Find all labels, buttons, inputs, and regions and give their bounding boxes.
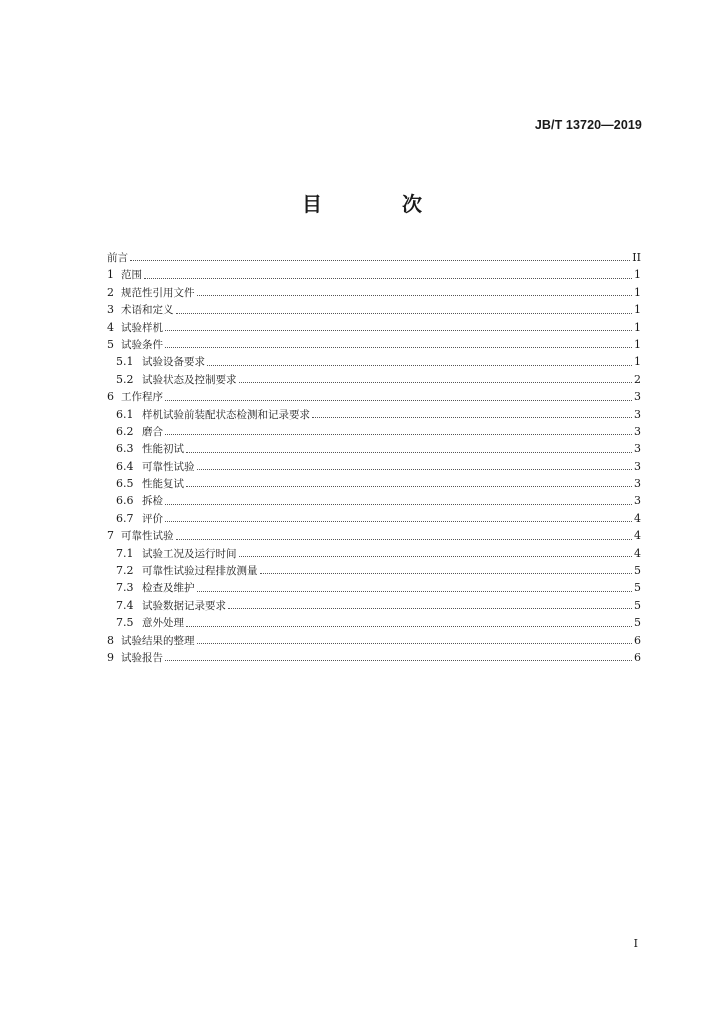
toc-entry[interactable]: [107, 371, 641, 388]
toc-entry-number: 6.3: [116, 442, 134, 456]
toc-entry-page: 3: [634, 407, 641, 421]
toc-dot-leader: [144, 277, 632, 279]
toc-entry-label: 检查及维护: [142, 582, 195, 595]
toc-entry[interactable]: [107, 510, 641, 527]
toc-dot-leader: [239, 555, 633, 557]
toc-entry-number: 4: [107, 320, 114, 334]
toc-entry-number: 6.6: [116, 494, 134, 508]
page-title: 目 次: [302, 192, 452, 216]
toc-entry-label: 术语和定义: [121, 304, 174, 317]
toc-dot-leader: [165, 346, 632, 348]
toc-entry-page: 1: [634, 303, 641, 317]
toc-entry[interactable]: [107, 440, 641, 457]
toc-entry[interactable]: [107, 614, 641, 631]
toc-entry-page: 5: [634, 616, 641, 630]
toc-entry-page: 3: [634, 459, 641, 473]
toc-dot-leader: [197, 468, 633, 470]
toc-entry[interactable]: [107, 475, 641, 492]
toc-dot-leader: [186, 485, 632, 487]
toc-dot-leader: [165, 399, 632, 401]
toc-entry[interactable]: [107, 545, 641, 562]
toc-entry-number: 3: [107, 303, 114, 317]
toc-entry-page: 3: [634, 494, 641, 508]
toc-entry-page: 1: [634, 268, 641, 282]
toc-entry-label: 样机试验前装配状态检测和记录要求: [142, 408, 310, 421]
toc-entry-label: 工作程序: [121, 391, 163, 404]
toc-entry-page: 3: [634, 477, 641, 491]
toc-entry[interactable]: [107, 406, 641, 423]
toc-entry-page: 3: [634, 424, 641, 438]
toc-entry-label: 磨合: [142, 425, 163, 438]
toc-entry-label: 规范性引用文件: [121, 286, 195, 299]
toc-entry-number: 6.1: [116, 407, 134, 421]
toc-entry[interactable]: [107, 284, 641, 301]
toc-dot-leader: [260, 572, 633, 574]
toc-entry-page: 1: [634, 285, 641, 299]
toc-dot-leader: [165, 433, 632, 435]
toc-dot-leader: [186, 451, 632, 453]
toc-dot-leader: [197, 590, 633, 592]
toc-entry[interactable]: [107, 388, 641, 405]
toc-entry-page: 1: [634, 320, 641, 334]
toc-entry-label: 评价: [142, 512, 163, 525]
toc-dot-leader: [312, 416, 632, 418]
toc-dot-leader: [197, 294, 633, 296]
toc-entry-number: 2: [107, 285, 114, 299]
toc-dot-leader: [130, 259, 630, 261]
toc-entry[interactable]: [107, 597, 641, 614]
toc-entry-label: 拆检: [142, 495, 163, 508]
toc-dot-leader: [239, 381, 633, 383]
toc-entry-label: 试验结果的整理: [121, 634, 195, 647]
toc-entry[interactable]: [107, 319, 641, 336]
toc-entry-label: 前言: [107, 252, 128, 264]
toc-entry-number: 6.4: [116, 459, 134, 473]
standard-code: JB/T 13720—2019: [534, 118, 642, 132]
toc-dot-leader: [176, 538, 633, 540]
toc-entry[interactable]: [107, 336, 641, 353]
toc-entry-number: 1: [107, 268, 114, 282]
toc-entry[interactable]: [107, 632, 641, 649]
toc-entry-label: 试验样机: [121, 321, 163, 334]
toc-entry-label: 试验工况及运行时间: [142, 547, 237, 560]
toc-entry-page: 1: [634, 355, 641, 369]
toc-entry[interactable]: [107, 649, 641, 666]
toc-entry-page: 6: [634, 633, 641, 647]
toc-entry-number: 9: [107, 650, 114, 664]
toc-entry-label: 试验数据记录要求: [142, 599, 226, 612]
toc-entry[interactable]: [107, 527, 641, 544]
toc-entry-page: 4: [634, 529, 641, 543]
toc-entry-number: 7.4: [116, 598, 134, 612]
toc-entry-label: 可靠性试验过程排放测量: [142, 565, 258, 578]
toc-entry-page: 4: [634, 546, 641, 560]
toc-entry-label: 意外处理: [142, 617, 184, 630]
toc-entry-label: 可靠性试验: [142, 460, 195, 473]
toc-entry[interactable]: [107, 458, 641, 475]
toc-entry-number: 5.1: [116, 355, 134, 369]
toc-entry-label: 试验报告: [121, 651, 163, 664]
toc-entry-page: 6: [634, 650, 641, 664]
page-number: I: [633, 937, 638, 950]
toc-dot-leader: [165, 520, 632, 522]
toc-entry-label: 试验设备要求: [142, 356, 205, 369]
toc-entry-number: 6.2: [116, 424, 134, 438]
toc-entry[interactable]: [107, 423, 641, 440]
toc-entry-page: 5: [634, 564, 641, 578]
toc-entry-page: 3: [634, 390, 641, 404]
toc-entry-number: 5: [107, 337, 114, 351]
toc-entry[interactable]: [107, 579, 641, 596]
toc-entry-page: 3: [634, 442, 641, 456]
toc-entry-number: 5.2: [116, 372, 134, 386]
toc-dot-leader: [165, 329, 632, 331]
toc-entry-page: 2: [634, 372, 641, 386]
toc-entry[interactable]: [107, 562, 641, 579]
toc-entry-number: 6: [107, 390, 114, 404]
toc-entry-number: 8: [107, 633, 114, 647]
toc-entry-page: 4: [634, 511, 641, 525]
toc-entry[interactable]: [107, 492, 641, 509]
toc-entry-label: 性能初试: [142, 443, 184, 456]
toc-entry-page: 5: [634, 581, 641, 595]
toc-entry-number: 6.5: [116, 477, 134, 491]
toc-dot-leader: [165, 659, 632, 661]
toc-entry[interactable]: [107, 353, 641, 370]
toc-entry-number: 7.2: [116, 564, 134, 578]
toc-dot-leader: [186, 625, 632, 627]
toc-entry-label: 性能复试: [142, 478, 184, 491]
toc-dot-leader: [228, 607, 632, 609]
toc-dot-leader: [176, 312, 633, 314]
toc-entry-label: 范围: [121, 269, 142, 282]
toc-entry-number: 7.1: [116, 546, 134, 560]
toc-entry-page: 5: [634, 598, 641, 612]
toc-entry-page: 1: [634, 337, 641, 351]
toc-entry[interactable]: [107, 301, 641, 318]
toc-entry-label: 试验条件: [121, 338, 163, 351]
toc-dot-leader: [165, 503, 632, 505]
toc-dot-leader: [207, 364, 632, 366]
toc-entry-number: 7: [107, 529, 114, 543]
table-of-contents: [107, 249, 641, 666]
toc-entry[interactable]: [107, 249, 641, 266]
toc-entry-number: 7.3: [116, 581, 134, 595]
toc-entry-page: II: [632, 251, 641, 264]
toc-dot-leader: [197, 642, 633, 644]
toc-entry[interactable]: [107, 266, 641, 283]
toc-entry-label: 试验状态及控制要求: [142, 373, 237, 386]
toc-entry-number: 7.5: [116, 616, 134, 630]
toc-entry-number: 6.7: [116, 511, 134, 525]
toc-entry-label: 可靠性试验: [121, 530, 174, 543]
